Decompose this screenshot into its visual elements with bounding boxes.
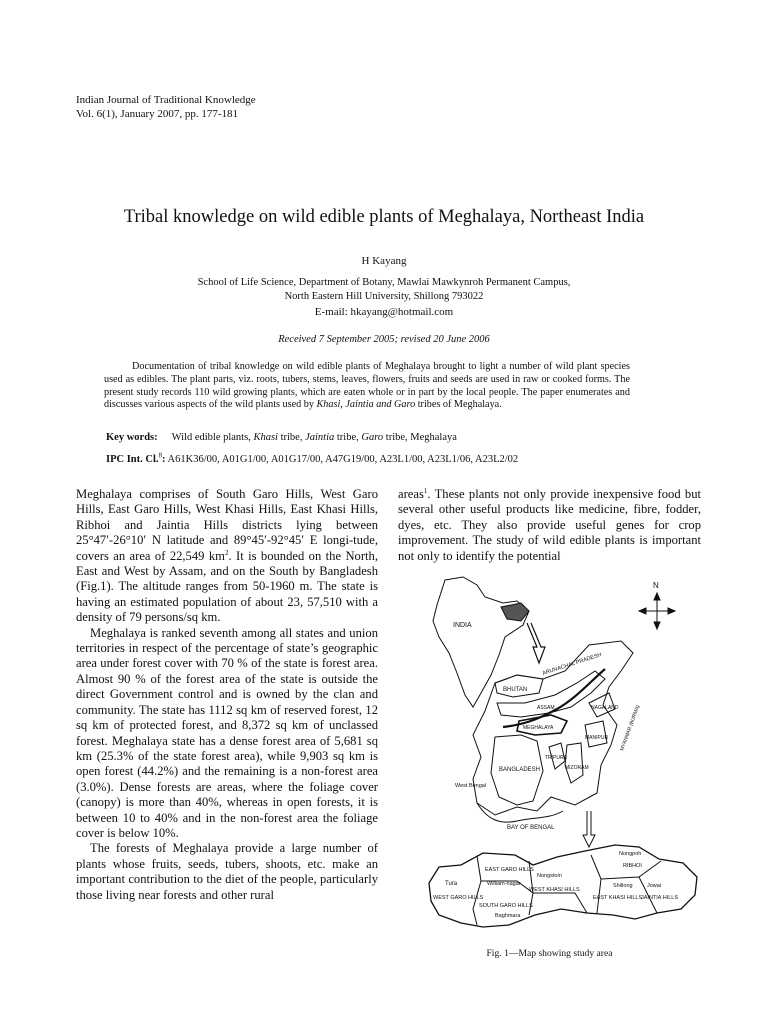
study-area-map bbox=[425, 575, 720, 945]
received-dates: Received 7 September 2005; revised 20 June 2006 bbox=[278, 334, 490, 345]
body-left-column bbox=[76, 487, 378, 903]
journal-name: Indian Journal of Traditional Knowledge bbox=[76, 94, 256, 106]
paragraph-1 bbox=[76, 487, 378, 626]
district-boundary bbox=[591, 855, 601, 913]
map-label-bangladesh: BANGLADESH bbox=[499, 767, 541, 773]
ipc-edition: 8 bbox=[158, 451, 163, 460]
superscript: 2 bbox=[224, 548, 229, 557]
map-label-myanmar: MYANMAR (BURMA) bbox=[619, 704, 642, 752]
pointer-down bbox=[583, 811, 595, 847]
keywords bbox=[106, 432, 457, 443]
map-label-nongstoin: Nongstoin bbox=[537, 873, 562, 879]
map-label-east-khasi: EAST KHASI HILLS bbox=[593, 895, 643, 901]
map-label-west-bengal: West Bengal bbox=[455, 783, 487, 789]
river-line bbox=[503, 669, 605, 727]
abstract-tribes: Khasi, Jaintia and Garo bbox=[316, 399, 416, 411]
continued-text-b: . These plants not only provide inexpensive food but several other useful products like medicine, fibre, fodder, dyes, etc. They also provide useful genes for crop improvement. The study of wild edible plants is important not only to identify the potential bbox=[398, 487, 701, 563]
keyword-text: tribe, Meghalaya bbox=[383, 432, 457, 443]
bhutan-outline bbox=[495, 675, 543, 697]
map-label-tripura: TRIPURA bbox=[545, 755, 567, 761]
map-label-jowai: Jowai bbox=[647, 883, 662, 889]
district-boundary bbox=[473, 856, 481, 925]
keyword-italic: Jaintia bbox=[305, 432, 335, 443]
keyword-text: tribe, bbox=[277, 432, 306, 443]
keyword-italic: Garo bbox=[361, 432, 384, 443]
paragraph-1-text-b: . It is bounded on the North, East and West by Assam, and on the South by Bangladesh (Fig.1). The altitude ranges from 50-1960 m. The state is having an estimated population of about 23, 57,510 with a density of 79 persons/sq km. bbox=[76, 548, 378, 625]
affiliation-line-1: School of Life Science, Department of Botany, Mawlai Mawkynroh Permanent Campus, bbox=[197, 277, 571, 288]
paragraph-1-text-a: Meghalaya comprises of South Garo Hills, West Garo Hills, East Garo Hills, West Khasi Hills, East Khasi Hills, Ribhoi and Jaintia Hills districts lying between 25°47′-26°10′ N latitude and 89°45′-92°45′ E longi-tude, covers an area of 22,549 km bbox=[76, 487, 378, 563]
mizoram-outline bbox=[565, 743, 583, 783]
manipur-outline bbox=[585, 721, 607, 747]
map-label-bay-of-bengal: BAY OF BENGAL bbox=[507, 825, 555, 831]
paragraph-3: The forests of Meghalaya provide a large number of plants whose fruits, seeds, tubers, shoots, etc. make an important contribution to the diet of the people, particularly those living near forests and other rural bbox=[76, 841, 378, 902]
map-label-india: INDIA bbox=[453, 622, 472, 629]
coastline bbox=[477, 803, 563, 822]
ipc-classification bbox=[106, 451, 519, 465]
pointer-arrow bbox=[527, 623, 545, 663]
email: E-mail: hkayang@hotmail.com bbox=[314, 306, 454, 318]
abstract-text-1: Documentation of tribal knowledge on wild edible plants of Meghalaya brought to light a number of wild plant species used as edibles. The plant parts, viz. roots, tubers, stems, leaves, flowers, fruits and seeds are used in raw or cooked forms. The present study records 110 wild growing plants, which are eaten whole or in part by the local people. The paper enumerates and discusses various aspects of the wild plants used by bbox=[104, 361, 630, 411]
figure-caption: Fig. 1—Map showing study area bbox=[486, 948, 613, 959]
author: H Kayang bbox=[361, 255, 407, 267]
map-label-baghmara: Baghmara bbox=[495, 913, 521, 919]
ipc-codes: A61K36/00, A01G1/00, A01G17/00, A47G19/00, A23L1/00, A23L1/06, A23L2/02 bbox=[165, 454, 519, 465]
map-label-nagaland: NAGALAND bbox=[591, 705, 619, 711]
ipc-label: IPC Int. Cl. bbox=[106, 454, 159, 465]
map-label-west-khasi: WEST KHASI HILLS bbox=[529, 887, 580, 893]
citation-superscript: 1 bbox=[423, 486, 428, 495]
district-boundary bbox=[639, 861, 661, 877]
map-label-east-garo: EAST GARO HILLS bbox=[485, 867, 534, 873]
map-label-nongpoh: Nongpoh bbox=[619, 851, 642, 857]
district-boundary bbox=[533, 893, 587, 913]
affiliation bbox=[0, 276, 768, 304]
keywords-label: Key words: bbox=[106, 432, 158, 443]
map-label-tura: Tura bbox=[445, 881, 458, 887]
keyword-italic: Khasi bbox=[253, 432, 278, 443]
map-label-jaintia: JAINTIA HILLS bbox=[641, 895, 678, 901]
map-label-arunachal: ARUNACHAL PRADESH bbox=[541, 652, 603, 677]
map-label-ribhoi: RIBHOI bbox=[623, 863, 642, 869]
abstract bbox=[104, 361, 630, 412]
abstract-text-2: tribes of Meghalaya. bbox=[415, 399, 502, 411]
map-label-north: N bbox=[653, 581, 659, 590]
keyword-text: tribe, bbox=[334, 432, 362, 443]
map-label-williamnagar: William-nagar bbox=[487, 881, 521, 887]
journal-issue: Vol. 6(1), January 2007, pp. 177-181 bbox=[76, 108, 239, 120]
paper-title: Tribal knowledge on wild edible plants of Meghalaya, Northeast India bbox=[123, 207, 645, 227]
compass-rose bbox=[639, 593, 675, 629]
map-figure bbox=[425, 575, 720, 945]
keyword-text: Wild edible plants, bbox=[171, 432, 254, 443]
map-label-shillong: Shillong bbox=[613, 883, 633, 889]
paragraph-3-continued bbox=[398, 487, 701, 564]
map-label-manipur: MANIPUR bbox=[585, 735, 609, 741]
map-label-west-garo: WEST GARO HILLS bbox=[433, 895, 484, 901]
ipc-colon: : bbox=[162, 454, 166, 465]
map-label-bhutan: BHUTAN bbox=[503, 687, 528, 693]
journal-header bbox=[76, 93, 256, 121]
map-label-assam: ASSAM bbox=[537, 705, 555, 711]
map-label-meghalaya: MEGHALAYA bbox=[523, 725, 554, 731]
affiliation-line-2: North Eastern Hill University, Shillong 793022 bbox=[284, 291, 484, 302]
body-right-column bbox=[398, 487, 701, 564]
map-label-mizoram: MIZORAM bbox=[565, 765, 589, 771]
paragraph-2: Meghalaya is ranked seventh among all states and union territories in respect of the percentage of state’s geographic area under forest cover with 70 % of the state is forest area. Almost 90 % of the forest area of the state is outside the direct Government control and is owned by the clan and community. The state has 1112 sq km of reserved forest, 12 sq km of protected forest, and 8,372 sq km of unclassed forest. Meghalaya state has a dense forest area of 5,681 sq km (25.3% of the state forest area), while 9,903 sq km is open forest (44.2%) and the remaining is a non-forest area (3.0%). Dense forests are areas, where the foliage cover (canopy) is more than 40%, whereas in open forests, it is between 10 to 40% and in the non-forest area the foliage cover is below 10%. bbox=[76, 625, 378, 840]
continued-text-a: areas bbox=[398, 487, 424, 501]
map-label-south-garo: SOUTH GARO HILLS bbox=[479, 903, 533, 909]
northeast-highlight bbox=[501, 603, 529, 621]
